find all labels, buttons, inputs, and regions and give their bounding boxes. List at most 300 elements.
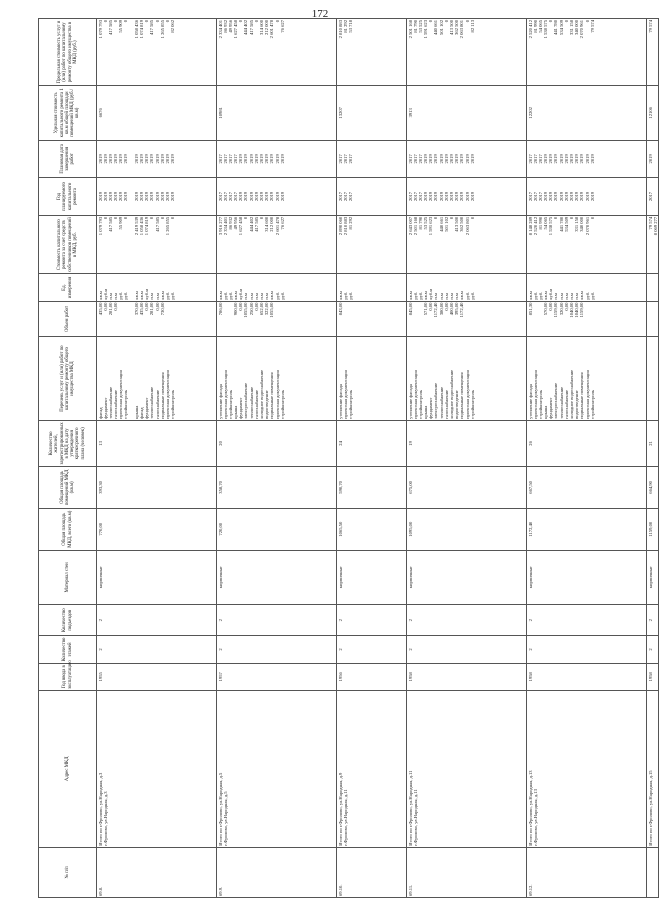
unit-list-line: руб. <box>412 291 418 300</box>
cost-list-line: 55 909 <box>118 216 124 230</box>
year-plan-list-line: 2017 <box>227 191 233 202</box>
date-end-list-line: 2019 <box>170 154 176 164</box>
date-end-list <box>407 140 527 178</box>
unit-list-line: п.м <box>569 293 574 300</box>
volume-list-line: 786,00 <box>217 302 223 316</box>
unit-list-line: п.м <box>248 293 254 300</box>
wall-material: кирпичные <box>97 550 217 604</box>
cost-list-line: 2 601 478 <box>274 216 280 236</box>
unit-list-line: п.м <box>553 293 559 300</box>
year-plan-list-line: 2019 <box>159 191 165 202</box>
date-end-list-line: 2019 <box>144 154 150 164</box>
wall-material: кирпичные <box>527 550 647 604</box>
rooms-area: 393,30 <box>97 466 217 508</box>
works-list <box>97 337 217 421</box>
works-list-line: утепление фасада <box>407 384 413 419</box>
table-row <box>407 19 527 898</box>
works-list-line: теплоснабжение <box>248 386 254 419</box>
unit-list-line: п.м <box>154 293 160 300</box>
cost-list-line: 444 402 <box>248 216 254 232</box>
unit-list-line: руб. <box>417 291 423 300</box>
cost-list-line: 49 956 <box>233 216 239 230</box>
address-line: Итого по г.Фролово, ул.Народная, д.3 <box>97 772 103 846</box>
unit-list <box>217 274 337 301</box>
date-end-list-line: 2019 <box>118 154 124 164</box>
works-list-line: водоотведение <box>264 390 270 419</box>
cost-list <box>527 215 647 274</box>
rooms-area: 675,00 <box>407 466 527 508</box>
cost-list-line: 340 000 <box>579 216 585 232</box>
limit-cost-list-line: 0 <box>123 20 129 23</box>
cost-list-line: 2 890 060 <box>337 216 343 236</box>
limit-cost-list-line: 417 585 <box>149 20 155 35</box>
total-area: 1159,00 <box>647 508 659 550</box>
year-plan-list-line: 2019 <box>443 191 449 202</box>
unit-list-line: кв.м <box>139 291 144 300</box>
column-header: Удельная стоимость капитального ремонта 1 кв.м общей площади помещений МКД (руб./кв.м) <box>39 86 97 140</box>
column-header: Перечень услуг и (или) работ по капитальному ремонту общего имущества МКД <box>39 337 97 421</box>
cost-list-line: 331 158 <box>574 216 580 232</box>
wall-material: кирпичные <box>647 550 659 604</box>
limit-cost-list-line: 441 780 <box>553 20 559 35</box>
cost-list-line: 0 <box>170 216 176 220</box>
limit-cost-list-line: 81 790 <box>412 20 418 33</box>
works-list-line: стройконтроль <box>589 390 595 419</box>
date-end-list-line: 2019 <box>139 154 144 164</box>
works-list-line: проектная документация <box>274 370 280 419</box>
limit-cost-list-line: 534 509 <box>558 20 564 35</box>
volume-list-line <box>590 303 595 336</box>
year-plan-list-line: 2019 <box>543 191 549 202</box>
address-line: г.Фролово, ул.Народная, д.11 <box>342 789 348 846</box>
works-list-line: фасад <box>139 407 144 419</box>
date-end-list-line: 2017 <box>412 154 418 164</box>
works-list-line: электроснабжение <box>433 382 439 419</box>
total-area: 720,00 <box>217 508 337 550</box>
volume-list-line: 0,00 <box>563 302 569 311</box>
entrances: 2 <box>337 605 407 636</box>
works-list-line: подвальные помещения <box>459 372 465 419</box>
year-plan-list-line: 2019 <box>144 191 150 202</box>
date-end-list-line: 2017 <box>337 154 343 164</box>
unit-list-line: кв.м <box>217 291 223 300</box>
year-plan-list-line: 2019 <box>259 191 264 202</box>
year-plan-list-line: 2019 <box>274 191 280 202</box>
wall-material: кирпичные <box>337 550 407 604</box>
date-end-list-line: 2019 <box>113 154 119 164</box>
unit-list-line: п.м <box>259 293 264 300</box>
year-plan-list-line: 2019 <box>563 191 569 202</box>
limit-cost-list-line: 1 538 575 <box>543 20 549 39</box>
works-list-line: газоснабжение <box>563 389 569 419</box>
works-list-line: проектная документация <box>464 370 470 419</box>
date-end-list-line: 2019 <box>164 154 170 164</box>
date-end-list-line: 2019 <box>154 154 160 164</box>
cost-list-line: 417 585 <box>253 216 259 232</box>
cost-list <box>337 215 407 274</box>
unit-list <box>97 274 217 301</box>
works-list-line: газоснабжение <box>154 389 160 419</box>
unit-list-line: п.м <box>563 293 569 300</box>
works-list-line: крыша <box>233 405 239 419</box>
volume-list-line: 370,00 <box>133 302 139 316</box>
cost-list-line: 0 <box>553 216 559 220</box>
address-line: г.Фролово, ул.Народная, д.13 <box>532 789 538 846</box>
year-plan-list-line: 2019 <box>433 191 439 202</box>
volume-list-line: 380,00 <box>438 302 444 316</box>
date-end-list-line: 2019 <box>433 154 439 164</box>
works-list-line: проектная документация <box>584 370 590 419</box>
works-list-line: стройконтроль <box>347 390 353 419</box>
cost-list-line: 0 <box>433 216 439 220</box>
volume-list-line: 400,00 <box>449 302 454 316</box>
works-list-line: электроснабжение <box>243 382 249 419</box>
limit-cost-list-line: 0 <box>154 20 160 23</box>
year-plan-list-line: 2019 <box>253 191 259 202</box>
works-list-line: стройконтроль <box>279 390 285 419</box>
limit-cost-list <box>647 19 659 86</box>
unit-list-line: руб. <box>584 291 590 300</box>
date-end-list-line: 2019 <box>563 154 569 164</box>
date-end-list-line: 2019 <box>133 154 139 164</box>
cost-list-line: 0 <box>102 216 108 220</box>
cost-list-line: 8 148 289 <box>527 216 533 236</box>
date-end-list-line: 2019 <box>579 154 585 164</box>
year-plan-list <box>647 178 659 216</box>
limit-cost-list-line: 82 113 <box>469 20 475 33</box>
table-row <box>337 19 407 898</box>
unit-list-line: кв.м <box>133 291 139 300</box>
address-line: Итого по г.Фролово, ул.Народная, д.13 <box>527 770 533 846</box>
year-plan-list-line: 2017 <box>342 191 348 202</box>
date-end-list-line: 2019 <box>548 154 554 164</box>
cost-list-line: 0 <box>569 216 574 220</box>
date-end-list-line: 2019 <box>469 154 475 164</box>
address-line: Итого по г.Фролово, ул.Народная, д.11 <box>407 770 413 846</box>
table-row <box>217 19 337 898</box>
date-end-list-line: 2019 <box>259 154 264 164</box>
year-built: 1958 <box>527 663 647 690</box>
address-line: Итого по г.Фролово, ул.Народная, д.15 <box>647 770 653 846</box>
works-list-line: фундамент <box>102 397 108 419</box>
entrances: 2 <box>217 605 337 636</box>
rooms-area: 664,90 <box>647 466 659 508</box>
limit-cost-list-line: 53 525 <box>417 20 423 33</box>
cost-list-line: 81 790 <box>417 216 423 230</box>
column-header: Ед. измерения <box>39 274 97 301</box>
volume-list-line: 730,00 <box>159 302 165 316</box>
year-plan-list-line: 2017 <box>217 191 223 202</box>
date-end-list-line: 2017 <box>417 154 423 164</box>
limit-cost-list-line: 212 000 <box>264 20 270 35</box>
unit-list-line: п.м <box>149 293 155 300</box>
works-list <box>527 337 647 421</box>
limit-cost-list-line: 1 074 819 <box>139 20 144 39</box>
cost-list-line: 53 525 <box>423 216 429 230</box>
limit-cost-list-line: 417 585 <box>107 20 113 35</box>
date-end-list <box>647 140 659 178</box>
volume-list-line: 0,00 <box>253 302 259 311</box>
year-plan-list-line: 2017 <box>407 191 413 202</box>
works-list <box>407 337 527 421</box>
cost-list-line: 440 661 <box>438 216 444 232</box>
date-end-list-line: 2017 <box>527 154 533 164</box>
row-number <box>647 847 659 897</box>
cost-list-line: 2 810 883 <box>342 216 348 236</box>
year-plan-list-line: 2019 <box>170 191 176 202</box>
cost-list-line: 54 065 <box>543 216 549 230</box>
limit-cost-list-line: 1 079 793 <box>97 20 103 39</box>
works-list-line: стройконтроль <box>469 390 475 419</box>
year-plan-list <box>527 178 647 216</box>
volume-list-line: 435,00 <box>139 302 144 316</box>
limit-cost-list-line: 340 000 <box>574 20 580 35</box>
works-list-line: холодное водоснабжение <box>569 369 574 419</box>
cost-list-line: 0 <box>113 216 119 220</box>
date-end-list-line: 2017 <box>227 154 233 164</box>
unit-list-line: кв.м <box>407 291 413 300</box>
volume-list-line: 0,00 <box>548 302 554 311</box>
date-end-list-line: 2019 <box>443 154 449 164</box>
limit-cost-list-line: 0 <box>274 20 280 23</box>
unit-list-line: п.м <box>449 293 454 300</box>
page-number: 172 <box>311 8 329 20</box>
total-area: 770,00 <box>97 508 217 550</box>
floors: 2 <box>647 636 659 663</box>
year-built: 1956 <box>337 663 407 690</box>
year-plan-list-line: 2019 <box>123 191 129 202</box>
unit-list-line: руб. <box>118 291 124 300</box>
cost-list-line: 1 058 436 <box>139 216 144 236</box>
volume-list-line: 1159,00 <box>579 302 585 318</box>
volume-list-line: 322,00 <box>264 302 270 316</box>
unit-list-line: куб.м <box>102 288 108 300</box>
residents: 19 <box>407 420 527 466</box>
date-end-list <box>337 140 407 178</box>
address <box>337 690 407 847</box>
entrances: 2 <box>97 605 217 636</box>
cost-list-line: 0 <box>259 216 264 220</box>
limit-cost-list <box>407 19 527 86</box>
column-header: Год планируемого капитального ремонта <box>39 178 97 216</box>
year-plan-list-line: 2019 <box>423 191 429 202</box>
unit-list-line: куб.м <box>548 288 554 300</box>
works-list-line: стройконтроль <box>123 390 129 419</box>
year-plan-list-line: 2019 <box>459 191 465 202</box>
volume-list-line: 435,00 <box>97 302 103 316</box>
cost-list-line: 8 069 277 <box>652 216 658 236</box>
unit-list-line: кв.м <box>97 291 103 300</box>
volume-list-line: 0,00 <box>102 302 108 311</box>
limit-cost-list-line: 362 500 <box>454 20 460 35</box>
date-end-list-line: 2017 <box>217 154 223 164</box>
cost-list <box>217 215 337 274</box>
date-end-list-line: 2019 <box>459 154 465 164</box>
limit-cost-list-line: 2 334 401 <box>217 20 223 39</box>
works-list-line: электроснабжение <box>553 382 559 419</box>
year-plan-list-line: 2019 <box>264 191 270 202</box>
date-end-list-line: 2019 <box>264 154 270 164</box>
unit-list-line: руб. <box>532 291 538 300</box>
works-list-line: фундамент <box>428 397 434 419</box>
year-plan-list-line: 2019 <box>553 191 559 202</box>
volume-list-line <box>170 303 175 336</box>
year-plan-list-line: 2019 <box>238 191 244 202</box>
cost-list-line: 0 <box>123 216 129 220</box>
unit-list-line: руб. <box>222 291 228 300</box>
year-plan-list-line: 2019 <box>243 191 249 202</box>
unit-list-line: руб. <box>274 291 280 300</box>
year-plan-list-line: 2019 <box>548 191 554 202</box>
year-built: 1957 <box>217 663 337 690</box>
year-plan-list-line: 2017 <box>347 191 353 202</box>
date-end-list-line: 2019 <box>102 154 108 164</box>
year-built: 1958 <box>647 663 659 690</box>
unit-list-line: кв.м <box>269 291 275 300</box>
works-list-line: проектная документация <box>532 370 538 419</box>
year-plan-list-line: 2017 <box>337 191 343 202</box>
wall-material: кирпичные <box>217 550 337 604</box>
unit-cost: 12202 <box>527 86 647 140</box>
table-row <box>647 19 659 898</box>
date-end-list-line: 2019 <box>248 154 254 164</box>
year-plan-list-line: 2019 <box>438 191 444 202</box>
year-plan-list-line: 2017 <box>532 191 538 202</box>
unit-list-line: п.м <box>438 293 444 300</box>
date-end-list-line: 2019 <box>543 154 549 164</box>
unit-list <box>337 274 407 301</box>
date-end-list-line: 2017 <box>407 154 413 164</box>
volume-list-line: 1172,40 <box>459 302 465 318</box>
column-header: Количество этажей <box>39 636 97 663</box>
volume-list <box>217 301 337 337</box>
year-plan-list-line: 2019 <box>558 191 564 202</box>
limit-cost-list-line: 86 932 <box>222 20 228 33</box>
unit-list-line: куб.м <box>144 288 150 300</box>
year-plan-list-line: 2019 <box>279 191 285 202</box>
unit-list-line: кв.м <box>159 291 165 300</box>
date-end-list-line: 2019 <box>238 154 244 164</box>
limit-cost-list-line: 0 <box>102 20 108 23</box>
limit-cost-list-line: 0 <box>443 20 449 23</box>
cost-list-line: 441 780 <box>558 216 564 232</box>
floors: 2 <box>407 636 527 663</box>
year-built: 1958 <box>407 663 527 690</box>
year-plan-list-line: 2019 <box>149 191 155 202</box>
rooms-area: 667,50 <box>527 466 647 508</box>
address-line: г.Фролово, ул.Народная, д.11 <box>412 789 418 846</box>
year-plan-list-line: 2019 <box>574 191 580 202</box>
unit-list-line: п.м <box>107 293 113 300</box>
address <box>647 690 659 847</box>
volume-list-line: 1055,00 <box>269 302 275 318</box>
cost-list-line: 1 265 855 <box>164 216 170 236</box>
works-list-line: холодное водоснабжение <box>449 369 454 419</box>
cost-list-line: 0 <box>159 216 165 220</box>
date-end-list-line: 2019 <box>279 154 285 164</box>
works-list-line: фундамент <box>548 397 554 419</box>
volume-list-line: 851,30 <box>527 302 533 316</box>
unit-list-line: п.м <box>253 293 259 300</box>
residents: 24 <box>337 420 407 466</box>
year-plan-list-line: 2017 <box>527 191 533 202</box>
unit-list-line: кв.м <box>527 291 533 300</box>
date-end-list-line: 2019 <box>159 154 165 164</box>
unit-list-line: руб. <box>464 291 470 300</box>
date-end-list-line: 2019 <box>589 154 595 164</box>
cost-list <box>647 215 659 274</box>
year-plan-list-line: 2019 <box>102 191 108 202</box>
works-list-line: стройконтроль <box>227 390 233 419</box>
date-end-list-line: 2019 <box>123 154 129 164</box>
year-built: 1955 <box>97 663 217 690</box>
limit-cost-list-line: 2 070 961 <box>579 20 585 39</box>
volume-list-line: 900,00 <box>233 302 239 316</box>
unit-list-line: руб. <box>227 291 233 300</box>
works-list-line: проектная документация <box>118 370 124 419</box>
cost-list-line: 2 070 961 <box>584 216 590 236</box>
total-area: 1095,00 <box>407 508 527 550</box>
cost-list-line: 362 500 <box>459 216 465 232</box>
cost-list-line: 1 538 575 <box>548 216 554 236</box>
limit-cost-list <box>337 19 407 86</box>
limit-cost-list-line: 81 990 <box>532 20 538 33</box>
date-end-list-line: 2019 <box>584 154 590 164</box>
volume-list-line: 320,00 <box>558 302 564 316</box>
date-end-list-line: 2019 <box>569 154 574 164</box>
limit-cost-list-line: 0 <box>238 20 244 23</box>
limit-cost-list-line: 0 <box>584 20 590 23</box>
limit-cost-list-line: 444 402 <box>243 20 249 35</box>
works-list-line: утепление фасада <box>337 384 343 419</box>
year-plan-list-line: 2019 <box>139 191 144 202</box>
cost-list-line: 501 102 <box>443 216 449 232</box>
works-list <box>337 337 407 421</box>
row-number: 69.9. <box>217 847 337 897</box>
unit-list-line: п.м <box>443 293 449 300</box>
unit-cost: 10981 <box>217 86 337 140</box>
row-number: 69.10. <box>337 847 407 897</box>
table-row <box>527 19 647 898</box>
cost-list-line: 86 932 <box>227 216 233 230</box>
limit-cost-list-line: 440 661 <box>433 20 439 35</box>
total-area: 1065,50 <box>337 508 407 550</box>
works-list-line: холодное водоснабжение <box>259 369 264 419</box>
unit-list <box>647 274 659 301</box>
unit-list-line: кв.м <box>337 291 343 300</box>
cost-list <box>97 215 217 274</box>
unit-list-line: руб. <box>469 291 475 300</box>
year-plan-list-line: 2019 <box>579 191 585 202</box>
column-header: Предельная стоимость услуг и (или) работ по капитальному ремонту общего имущества в МКД (руб.) <box>39 19 97 86</box>
works-list-line: крыша <box>423 405 429 419</box>
limit-cost-list-line: 0 <box>164 20 170 23</box>
limit-cost-list-line: 0 <box>113 20 119 23</box>
volume-list <box>97 301 217 337</box>
date-end-list-line: 2017 <box>222 154 228 164</box>
volume-list <box>407 301 527 337</box>
volume-list-line <box>348 303 353 336</box>
year-plan-list-line: 2017 <box>417 191 423 202</box>
date-end-list <box>97 140 217 178</box>
rooms-area: 358,70 <box>217 466 337 508</box>
column-header: Стоимость капитального ремонта за счет средств собственников помещений в МКД, руб. <box>39 215 97 274</box>
date-end-list-line: 2017 <box>233 154 239 164</box>
works-list-line: фундамент <box>144 397 150 419</box>
year-plan-list-line: 2019 <box>428 191 434 202</box>
cost-list-line: 0 <box>243 216 249 220</box>
cost-list-line: 417 585 <box>107 216 113 232</box>
